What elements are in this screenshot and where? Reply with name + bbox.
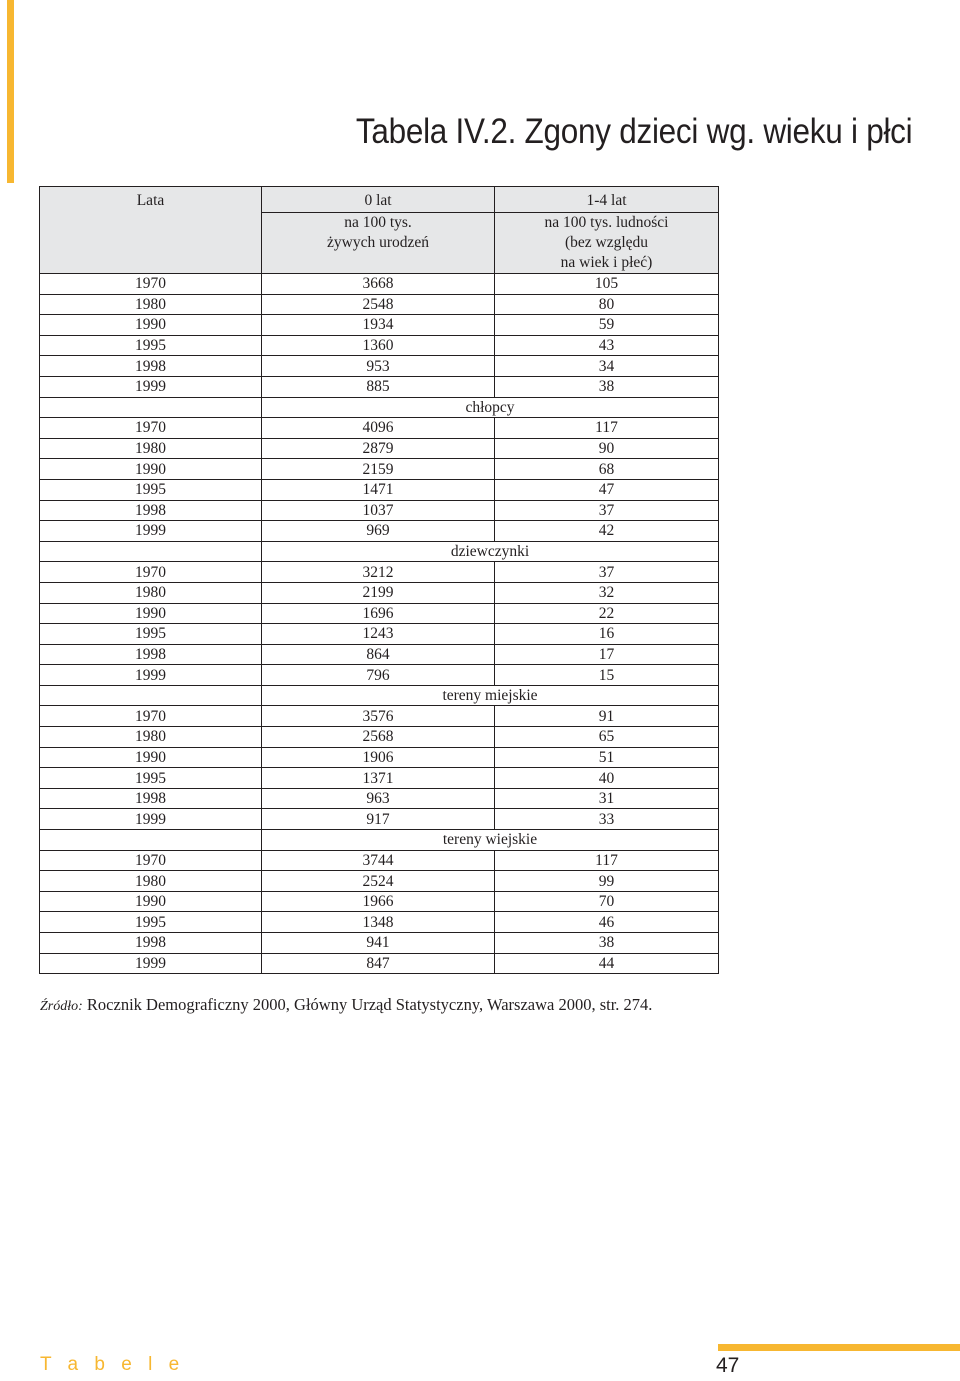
year-cell: 1995 <box>40 624 262 645</box>
age-1-4-value: 15 <box>495 665 719 686</box>
year-cell: 1980 <box>40 582 262 603</box>
age-0-value: 3668 <box>262 274 495 295</box>
header-age-0-sub-2: żywych urodzeń <box>327 234 429 251</box>
year-cell: 1990 <box>40 891 262 912</box>
header-age-1-4-sub-3: na wiek i płeć) <box>560 254 653 271</box>
table-row <box>40 850 719 871</box>
source-text: Rocznik Demograficzny 2000, Główny Urząd Statystyczny, Warszawa 2000, str. 274. <box>82 995 653 1014</box>
age-1-4-value: 105 <box>495 274 719 295</box>
table-header <box>40 187 719 274</box>
page-title: Tabela IV.2. Zgony dzieci wg. wieku i płci <box>355 112 912 151</box>
age-0-value: 864 <box>262 644 495 665</box>
table-row <box>40 274 719 295</box>
age-1-4-value: 44 <box>495 953 719 974</box>
year-cell: 1970 <box>40 562 262 583</box>
year-cell: 1995 <box>40 912 262 933</box>
age-1-4-value: 99 <box>495 871 719 892</box>
table-row <box>40 747 719 768</box>
age-0-value: 1471 <box>262 479 495 500</box>
section-row <box>40 397 719 418</box>
age-1-4-value: 117 <box>495 418 719 439</box>
age-1-4-value: 42 <box>495 521 719 542</box>
section-row <box>40 685 719 706</box>
page-number: 47 <box>716 1354 740 1377</box>
table-row <box>40 294 719 315</box>
age-0-value: 796 <box>262 665 495 686</box>
age-1-4-value: 17 <box>495 644 719 665</box>
age-1-4-value: 117 <box>495 850 719 871</box>
age-1-4-value: 47 <box>495 479 719 500</box>
age-0-value: 847 <box>262 953 495 974</box>
age-0-value: 1371 <box>262 768 495 789</box>
table-row <box>40 500 719 521</box>
year-cell: 1995 <box>40 479 262 500</box>
age-1-4-value: 70 <box>495 891 719 912</box>
year-cell: 1980 <box>40 438 262 459</box>
age-1-4-value: 59 <box>495 315 719 336</box>
age-0-value: 1360 <box>262 335 495 356</box>
deaths-table <box>39 186 719 974</box>
age-1-4-value: 40 <box>495 768 719 789</box>
age-0-value: 3212 <box>262 562 495 583</box>
source-note <box>40 995 652 1015</box>
age-1-4-value: 33 <box>495 809 719 830</box>
section-label: tereny wiejskie <box>262 830 719 851</box>
footer-accent-bar <box>718 1344 960 1351</box>
header-years-label: Lata <box>136 192 165 209</box>
age-0-value: 2524 <box>262 871 495 892</box>
section-label: dziewczynki <box>262 541 719 562</box>
age-0-value: 2568 <box>262 727 495 748</box>
age-1-4-value: 38 <box>495 376 719 397</box>
age-0-value: 963 <box>262 788 495 809</box>
year-cell: 1970 <box>40 274 262 295</box>
table-row <box>40 603 719 624</box>
age-1-4-value: 91 <box>495 706 719 727</box>
age-1-4-value: 38 <box>495 933 719 954</box>
header-age-0-sub-1: na 100 tys. <box>344 214 412 231</box>
age-1-4-value: 46 <box>495 912 719 933</box>
year-cell: 1999 <box>40 953 262 974</box>
age-1-4-value: 37 <box>495 500 719 521</box>
table-row <box>40 479 719 500</box>
year-cell: 1999 <box>40 521 262 542</box>
age-1-4-value: 37 <box>495 562 719 583</box>
table-row <box>40 933 719 954</box>
table-row <box>40 418 719 439</box>
year-cell: 1990 <box>40 315 262 336</box>
year-cell: 1998 <box>40 644 262 665</box>
age-0-value: 1934 <box>262 315 495 336</box>
age-0-value: 1696 <box>262 603 495 624</box>
year-cell: 1970 <box>40 418 262 439</box>
age-1-4-value: 80 <box>495 294 719 315</box>
table-row <box>40 727 719 748</box>
header-years <box>40 187 262 274</box>
age-0-value: 2199 <box>262 582 495 603</box>
table-row <box>40 562 719 583</box>
section-row <box>40 541 719 562</box>
age-0-value: 1243 <box>262 624 495 645</box>
age-0-value: 1037 <box>262 500 495 521</box>
year-cell: 1980 <box>40 727 262 748</box>
age-0-value: 885 <box>262 376 495 397</box>
year-cell: 1970 <box>40 850 262 871</box>
year-cell: 1990 <box>40 603 262 624</box>
year-cell: 1999 <box>40 665 262 686</box>
table-row <box>40 871 719 892</box>
age-0-value: 953 <box>262 356 495 377</box>
age-1-4-value: 43 <box>495 335 719 356</box>
table-row <box>40 356 719 377</box>
table-row <box>40 459 719 480</box>
table-row <box>40 788 719 809</box>
age-0-value: 941 <box>262 933 495 954</box>
section-empty-cell <box>40 830 262 851</box>
age-1-4-value: 65 <box>495 727 719 748</box>
table-row <box>40 912 719 933</box>
table-row <box>40 706 719 727</box>
age-0-value: 1348 <box>262 912 495 933</box>
age-0-value: 2159 <box>262 459 495 480</box>
age-0-value: 1906 <box>262 747 495 768</box>
year-cell: 1990 <box>40 747 262 768</box>
year-cell: 1998 <box>40 356 262 377</box>
section-label: chłopcy <box>262 397 719 418</box>
section-label: tereny miejskie <box>262 685 719 706</box>
year-cell: 1980 <box>40 294 262 315</box>
age-0-value: 2548 <box>262 294 495 315</box>
section-empty-cell <box>40 541 262 562</box>
year-cell: 1970 <box>40 706 262 727</box>
section-row <box>40 830 719 851</box>
age-1-4-value: 32 <box>495 582 719 603</box>
section-empty-cell <box>40 397 262 418</box>
age-1-4-value: 31 <box>495 788 719 809</box>
age-0-value: 1966 <box>262 891 495 912</box>
age-0-value: 917 <box>262 809 495 830</box>
table-row <box>40 315 719 336</box>
year-cell: 1999 <box>40 809 262 830</box>
age-1-4-value: 16 <box>495 624 719 645</box>
left-accent-bar <box>7 0 14 183</box>
age-1-4-value: 34 <box>495 356 719 377</box>
age-0-value: 2879 <box>262 438 495 459</box>
table-body <box>40 274 719 974</box>
table-row <box>40 809 719 830</box>
table-row <box>40 768 719 789</box>
year-cell: 1980 <box>40 871 262 892</box>
age-1-4-value: 90 <box>495 438 719 459</box>
header-age-0 <box>262 187 495 274</box>
table-row <box>40 624 719 645</box>
age-0-value: 3744 <box>262 850 495 871</box>
table-row <box>40 521 719 542</box>
year-cell: 1995 <box>40 768 262 789</box>
table-row <box>40 376 719 397</box>
table-row <box>40 438 719 459</box>
table-row <box>40 644 719 665</box>
table-row <box>40 335 719 356</box>
table-row <box>40 665 719 686</box>
section-empty-cell <box>40 685 262 706</box>
age-1-4-value: 68 <box>495 459 719 480</box>
table-row <box>40 953 719 974</box>
age-1-4-value: 22 <box>495 603 719 624</box>
source-label: Źródło: <box>40 999 83 1014</box>
header-age-0-label: 0 lat <box>262 187 494 213</box>
header-age-1-4-label: 1-4 lat <box>495 187 718 213</box>
year-cell: 1995 <box>40 335 262 356</box>
header-age-1-4 <box>495 187 719 274</box>
age-0-value: 3576 <box>262 706 495 727</box>
header-age-1-4-sub-2: (bez względu <box>564 234 649 251</box>
table-row <box>40 891 719 912</box>
year-cell: 1998 <box>40 788 262 809</box>
year-cell: 1990 <box>40 459 262 480</box>
year-cell: 1998 <box>40 500 262 521</box>
age-1-4-value: 51 <box>495 747 719 768</box>
table-row <box>40 582 719 603</box>
footer-section-label: T a b e l e <box>40 1354 185 1375</box>
age-0-value: 969 <box>262 521 495 542</box>
year-cell: 1999 <box>40 376 262 397</box>
header-age-1-4-sub-1: na 100 tys. ludności <box>544 214 669 231</box>
age-0-value: 4096 <box>262 418 495 439</box>
year-cell: 1998 <box>40 933 262 954</box>
